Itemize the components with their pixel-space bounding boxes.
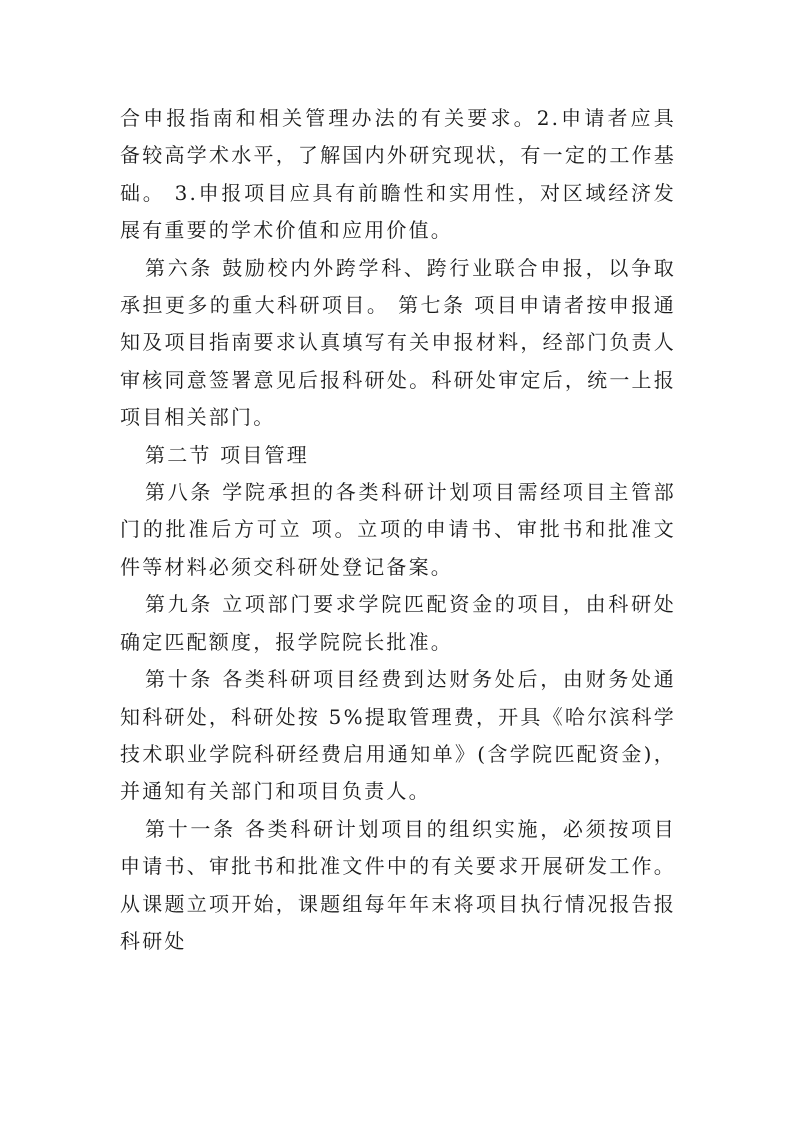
section-heading: 第二节 项目管理 bbox=[145, 442, 309, 467]
document-body bbox=[120, 100, 676, 960]
paragraph-article-9: 第九条 立项部门要求学院匹配资金的项目，由科研处确定匹配额度，报学院院长批准。 bbox=[120, 592, 676, 654]
paragraph-article-8: 第八条 学院承担的各类科研计划项目需经项目主管部门的批准后方可立 项。立项的申请书、审批书和批准文件等材料必须交科研处登记备案。 bbox=[120, 480, 676, 579]
paragraph-article-6-7: 第六条 鼓励校内外跨学科、跨行业联合申报，以争取承担更多的重大科研项目。 第七条 项目申请者按申报通知及项目指南要求认真填写有关申报材料，经部门负责人审核同意签署意见后报科研处。科研处审定后，统一上报项目相关部门。 bbox=[120, 255, 676, 430]
paragraph-article-11: 第十一条 各类科研计划项目的组织实施，必须按项目申请书、审批书和批准文件中的有关要求开展研发工作。从课题立项开始，课题组每年年末将项目执行情况报告报科研处 bbox=[120, 816, 676, 953]
paragraph-continuation: 合申报指南和相关管理办法的有关要求。2.申请者应具备较高学术水平，了解国内外研究现状，有一定的工作基础。 3.申报项目应具有前瞻性和实用性，对区域经济发展有重要的学术价值和应用价值。 bbox=[120, 106, 676, 243]
paragraph-article-10: 第十条 各类科研项目经费到达财务处后，由财务处通知科研处，科研处按 5%提取管理费，开具《哈尔滨科学技术职业学院科研经费启用通知单》(含学院匹配资金)，并通知有关部门和项目负责人。 bbox=[120, 667, 676, 804]
